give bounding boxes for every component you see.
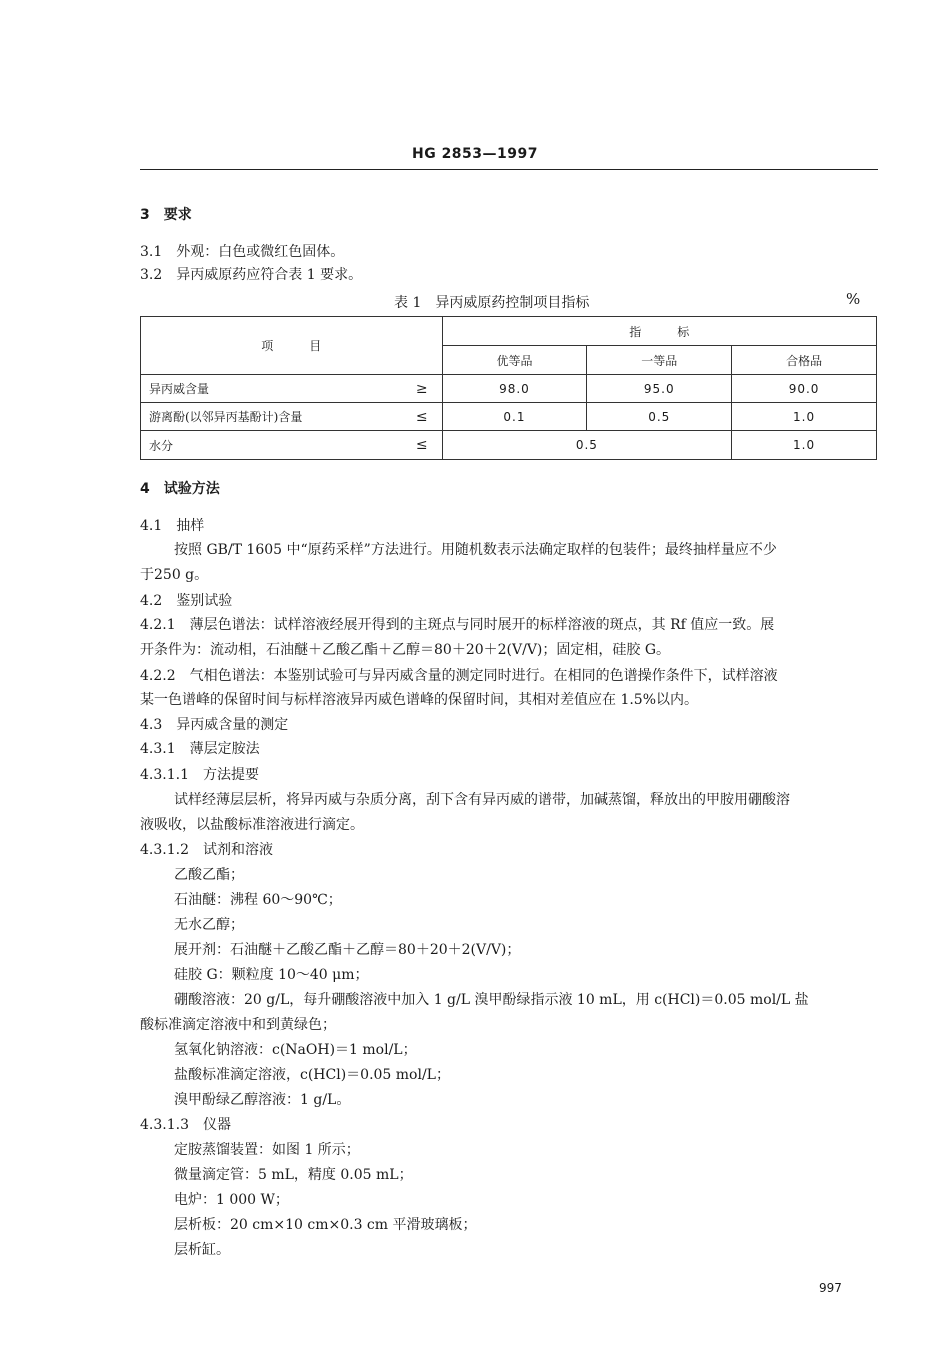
instrument-item: 定胺蒸馏装置：如图 1 所示； [174,1142,360,1158]
reagent-item: 石油醚：沸程 60～90℃； [174,892,342,908]
clause-4-3-1-1: 4.3.1.1 方法提要 [140,767,259,783]
table-header-grade: 合格品 [732,346,877,375]
table-cell: 1.0 [732,403,877,431]
instrument-item: 层析板：20 cm×10 cm×0.3 cm 平滑玻璃板； [174,1217,477,1233]
table-header-grade: 优等品 [442,346,587,375]
row-label: 异丙威含量 [149,382,210,396]
clause-4-3-1-3: 4.3.1.3 仪器 [140,1117,231,1133]
spec-table [140,316,877,459]
table-header-index: 指 标 [442,317,876,346]
table-row [141,375,877,403]
table-header-item: 项 目 [141,317,443,375]
clause-4-3-1: 4.3.1 薄层定胺法 [140,741,260,757]
page-number: 997 [819,1281,842,1295]
reagent-item: 溴甲酚绿乙醇溶液：1 g/L。 [174,1092,351,1108]
relation-symbol: ≤ [415,408,428,425]
reagent-item: 盐酸标准滴定溶液，c(HCl)＝0.05 mol/L； [174,1067,450,1083]
reagent-item: 乙酸乙酯； [174,867,244,883]
table-cell: 90.0 [732,375,877,403]
table-caption: 表 1 异丙威原药控制项目指标 [394,295,590,311]
reagent-item: 展开剂：石油醚＋乙酸乙酯＋乙醇＝80＋20＋2(V/V)； [174,942,521,958]
table-cell: 98.0 [442,375,587,403]
table-header-grade: 一等品 [587,346,732,375]
instrument-item: 电炉：1 000 W； [174,1192,289,1208]
paragraph-line: 某一色谱峰的保留时间与标样溶液异丙威色谱峰的保留时间，其相对差值应在 1.5%以内。 [140,692,699,708]
reagent-item: 酸标准滴定溶液中和到黄绿色； [140,1017,336,1033]
table-cell: 0.5 [587,403,732,431]
clause-3-2: 3.2 异丙威原药应符合表 1 要求。 [140,267,363,283]
relation-symbol: ≥ [415,380,428,397]
paragraph-line: 4.2.1 薄层色谱法：试样溶液经展开得到的主斑点与同时展开的标样溶液的斑点，其 Rf 值应一致。展 [140,617,775,633]
clause-3-1: 3.1 外观：白色或微红色固体。 [140,244,345,260]
clause-4-2: 4.2 鉴别试验 [140,593,233,609]
reagent-item: 无水乙醇； [174,917,244,933]
table-cell: 1.0 [732,431,877,460]
row-label: 水分 [149,438,174,453]
paragraph-line: 按照 GB/T 1605 中“原药采样”方法进行。用随机数表示法确定取样的包装件；最终抽样量应不少 [174,542,777,558]
table-row [141,403,877,431]
paragraph-line: 4.2.2 气相色谱法：本鉴别试验可与异丙威含量的测定同时进行。在相同的色谱操作条件下，试样溶液 [140,668,778,684]
section-3-heading: 3 要求 [140,207,192,223]
instrument-item: 微量滴定管：5 mL，精度 0.05 mL； [174,1167,413,1183]
instrument-item: 层析缸。 [174,1242,230,1258]
section-4-heading: 4 试验方法 [140,481,220,497]
paragraph-line: 于250 g。 [140,567,209,583]
table-row [141,431,877,460]
paragraph-line: 液吸收，以盐酸标准溶液进行滴定。 [140,817,364,833]
clause-4-3: 4.3 异丙威含量的测定 [140,717,289,733]
table-cell: 0.1 [442,403,587,431]
paragraph-line: 开条件为：流动相，石油醚＋乙酸乙酯＋乙醇＝80＋20＋2(V/V)；固定相，硅胶 G。 [140,642,671,658]
table-cell: 0.5 [442,431,732,460]
header-rule [140,169,878,170]
standard-code-header: HG 2853—1997 [411,146,538,162]
reagent-item: 氢氧化钠溶液：c(NaOH)＝1 mol/L； [174,1042,417,1058]
relation-symbol: ≤ [415,437,428,453]
clause-4-1: 4.1 抽样 [140,518,205,534]
reagent-item: 硅胶 G：颗粒度 10～40 μm； [174,967,369,983]
row-label: 游离酚(以邻异丙基酚计)含量 [149,410,303,424]
paragraph-line: 试样经薄层层析，将异丙威与杂质分离，刮下含有异丙威的谱带，加碱蒸馏，释放出的甲胺用硼酸溶 [174,792,790,808]
table-unit: % [846,290,861,308]
table-cell: 95.0 [587,375,732,403]
clause-4-3-1-2: 4.3.1.2 试剂和溶液 [140,842,273,858]
reagent-item: 硼酸溶液：20 g/L，每升硼酸溶液中加入 1 g/L 溴甲酚绿指示液 10 mL，用 c(HCl)＝0.05 mol/L 盐 [174,992,809,1008]
